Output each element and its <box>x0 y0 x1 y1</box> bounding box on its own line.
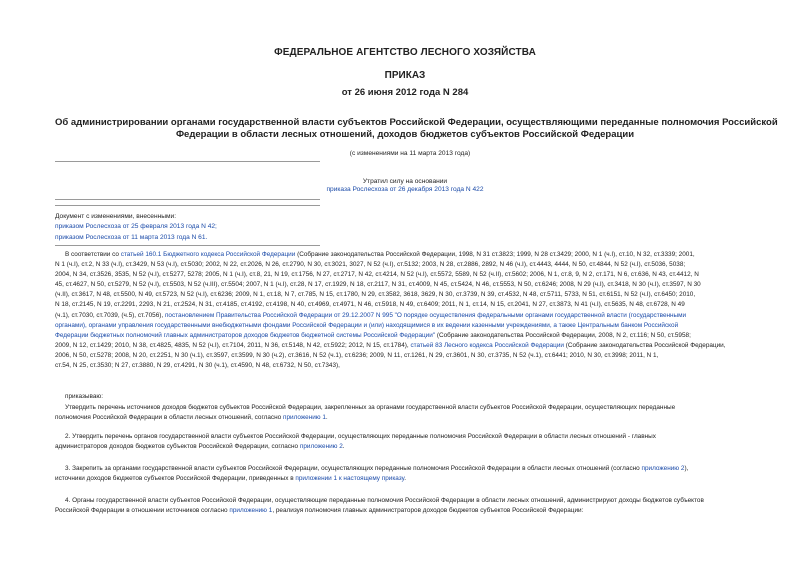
paragraph-line <box>55 506 755 516</box>
text: В соответствии со <box>65 251 121 258</box>
paragraph-line: 2. Утвердить перечень органов государственной власти субъектов Российской Федерации, осуществляющих переданные полномочия Российской Федерации в области лесных отношений - главных <box>65 433 656 440</box>
text: ), <box>684 465 689 472</box>
paragraph-line <box>55 464 755 474</box>
preamble-line: N 18, ст.2145, N 19, ст.2291, 2293, N 21, ст.2524, N 31, ст.4185, ст.4192, ст.4198, N 40, ст.4969, ст.4971, N 46, ст.5918, N 49, ст.6409; 2011, N 1, ст.14, N 15, ст.2041, N 27, ст.3873, N 41 (ч.I), ст.5635, N 48, ст.6728, N 49 <box>55 301 685 309</box>
title-line: Об администрировании органами государственной власти субъектов Российской Федерации, осуществляющими переданные полномочия Российской <box>55 117 778 128</box>
paragraph-line <box>55 413 755 423</box>
changes-link-1[interactable]: приказом Рослесхоза от 25 февраля 2013 года N 42; <box>55 223 217 230</box>
government-decree-link[interactable]: постановлением Правительства Российской Федерации от 29.12.2007 N 995 "О порядке осуществления федеральными органами государственной власти (государственными <box>164 311 687 319</box>
appendix-1-link[interactable]: приложению 1 <box>283 414 326 422</box>
agency-name: ФЕДЕРАЛЬНОЕ АГЕНТСТВО ЛЕСНОГО ХОЗЯЙСТВА <box>274 47 536 58</box>
changes-link-2[interactable]: приказом Рослесхоза от 11 марта 2013 года N 61. <box>55 234 208 241</box>
preamble-line: 45, ст.4627, N 50, ст.5279, N 52 (ч.I), ст.5503, N 52 (ч.III), ст.5504; 2007, N 1 (ч.I), ст.28, N 17, ст.1929, N 18, ст.2117, N 31, ст.4009, N 45, ст.5424, N 46, ст.5553, N 50, ст.6246; 2008, N 29 (ч.I), ст.3418, N 30 (ч.I), ст.3597, N 30 <box>55 281 701 289</box>
preamble-line: N 1 (ч.I), ст.2, N 33 (ч.I), ст.3429, N 53 (ч.I), ст.5030; 2002, N 22, ст.2026, N 26, ст.2790, N 30, ст.3021, 3027, N 52 (ч.I), ст.5132; 2003, N 28, ст.2886, 2892, N 46 (ч.I), ст.4443, 4444, N 50, ст.4844, N 52 (ч.I), ст.5036, 5038; <box>55 261 686 269</box>
paragraph-3 <box>55 464 755 484</box>
preamble-line <box>55 311 755 321</box>
text: полномочия Российской Федерации в области лесных отношений, согласно <box>55 414 283 422</box>
text: . <box>325 414 328 422</box>
government-decree-link[interactable]: Федерации бюджетных полномочий главных администраторов доходов бюджетов бюджетной системы Российской Федерации" <box>55 331 436 339</box>
text: , реализуя полномочия главных администраторов доходов бюджетов субъектов Российской Федерации: <box>272 507 584 515</box>
divider <box>55 245 320 246</box>
appendix-1-link[interactable]: приложению 1 <box>229 507 273 515</box>
paragraph-1 <box>55 403 755 423</box>
preamble-line: 2004, N 34, ст.3526, 3535, N 52 (ч.I), ст.5277, 5278; 2005, N 1 (ч.I), ст.8, 21, N 19, ст.1756, N 27, ст.2717, N 42, ст.4214, N 52 (ч.I), ст.5572, 5589, N 52 (ч.II), ст.5602; 2006, N 1, ст.8, 9, N 2, ст.171, N 6, ст.636, N 43, ст.4412, N <box>55 271 699 279</box>
paragraph-line <box>55 442 755 452</box>
preamble-line: ст.54, N 25, ст.3530; N 27, ст.3880, N 29, ст.4291, N 30 (ч.1), ст.4590, N 48, ст.6732, N 50, ст.7343), <box>55 362 340 370</box>
text: . <box>342 443 345 451</box>
paragraph-line: 4. Органы государственной власти субъектов Российской Федерации, осуществляющие переданные полномочия Российской Федерации в области лесных отношений, администрируют доходы бюджетов субъектов <box>65 497 704 504</box>
preamble-line: (ч.II), ст.3617, N 48, ст.5500, N 49, ст.5723, N 52 (ч.I), ст.6236; 2009, N 1, ст.18, N 7, ст.785, N 15, ст.1780, N 29, ст.3582, 3618, 3629, N 30, ст.3739, N 39, ст.4532, N 48, ст.5711, 5733, N 51, ст.6151, N 52 (ч.I), ст.6450; 2010, <box>55 291 696 299</box>
lost-force-text: Утратил силу на основании <box>362 178 448 185</box>
title-line: Федерации в области лесных отношений, доходов бюджетов субъектов Российской Федерации <box>175 129 635 140</box>
preamble-line: 2006, N 50, ст.5278; 2008, N 20, ст.2251, N 30 (ч.1), ст.3597, ст.3599, N 30 (ч.2), ст.3616, N 52 (ч.1), ст.6236; 2009, N 11, ст.1261, N 29, ст.3601, N 30, ст.3735, N 52 (ч.1), ст.6441; 2010, N 30, ст.3998; 2011, N 1, <box>55 351 659 359</box>
text: (ч.1), ст.7030, ст.7039, (ч.5), ст.7056), <box>55 311 165 319</box>
appendix-1-link[interactable]: приложении 1 к настоящему приказу <box>295 475 405 483</box>
budget-code-link[interactable]: статьей 160.1 Бюджетного кодекса Российской Федерации <box>120 251 296 258</box>
text: источники доходов бюджетов субъектов Российской Федерации, приведенных в <box>55 475 296 483</box>
paragraph-line: Утвердить перечень источников доходов бюджетов субъектов Российской Федерации, закрепленных за органами государственной власти субъектов Российской Федерации, осуществляющих переданные <box>65 404 676 411</box>
preamble-line <box>55 341 755 351</box>
text: . <box>404 475 406 483</box>
paragraph-line <box>55 474 755 484</box>
changes-intro: Документ с изменениями, внесенными: <box>55 213 177 220</box>
divider <box>55 161 320 162</box>
order-word-text: приказываю: <box>65 393 103 400</box>
text: (Собрание законодательства Российской Федерации, 1998, N 31 ст.3823; 1999, N 28 ст.3429; 2000, N 1 (ч.I), ст.10, N 32, ст.3339; 2001, <box>295 251 695 258</box>
forest-code-link[interactable]: статьей 83 Лесного кодекса Российской Федерации <box>410 341 564 349</box>
document-type: ПРИКАЗ <box>384 70 426 81</box>
text: 3. Закрепить за органами государственной власти субъектов Российской Федерации, осуществляющих переданные полномочия Российской Федерации в области лесных отношений (согласно <box>65 465 642 472</box>
lost-force-link[interactable]: приказа Рослесхоза от 26 декабря 2013 года N 422 <box>326 186 484 193</box>
text: (Собрание законодательства Российской Федерации, <box>563 341 726 349</box>
preamble <box>55 250 755 371</box>
document-date-number: от 26 июня 2012 года N 284 <box>341 87 469 98</box>
order-word <box>55 392 755 402</box>
text: (Собрание законодательства Российской Федерации, 2008, N 2, ст.116; N 50, ст.5958; <box>435 331 691 339</box>
text: Российской Федерации в отношении источников согласно <box>55 507 230 515</box>
divider <box>55 199 320 200</box>
divider <box>55 205 320 206</box>
appendix-2-link[interactable]: приложению 2 <box>641 465 685 472</box>
preamble-line <box>55 250 755 260</box>
appendix-2-link[interactable]: приложению 2 <box>299 443 343 451</box>
amendment-note: (с изменениями на 11 марта 2013 года) <box>349 150 471 157</box>
text: администраторов доходов бюджетов субъектов Российской Федерации, согласно <box>55 443 300 451</box>
government-decree-link[interactable]: органами), органами управления государственными внебюджетными фондами Российской Федерации и (или) находящимися в их ведении казенными учреждениями, а также Центральным банком Российской <box>55 321 679 329</box>
preamble-line <box>55 331 755 341</box>
text: 2009, N 12, ст.1429; 2010, N 38, ст.4825, 4835, N 52 (ч.I), ст.7104, 2011, N 36, ст.5148, N 42, ст.5922; 2012, N 15, ст.1784), <box>55 341 411 349</box>
paragraph-2 <box>55 432 755 452</box>
paragraph-4 <box>55 496 755 516</box>
document-title <box>55 117 778 141</box>
